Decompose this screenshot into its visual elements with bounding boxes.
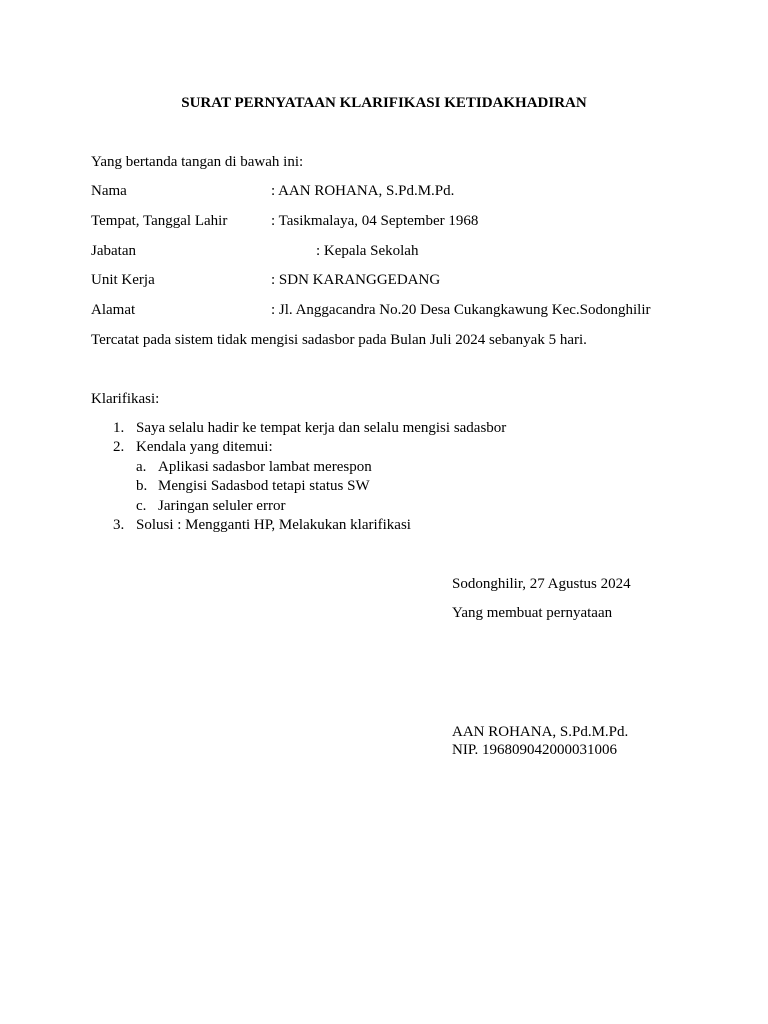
field-value-jabatan: : Kepala Sekolah bbox=[316, 243, 419, 259]
clarification-heading: Klarifikasi: bbox=[91, 391, 160, 407]
sublist-item-text: Jaringan seluler error bbox=[158, 498, 286, 514]
list-item-text: Saya selalu hadir ke tempat kerja dan selalu mengisi sadasbor bbox=[136, 420, 507, 436]
sublist-item-letter: b. bbox=[136, 478, 148, 494]
list-item-number: 1. bbox=[113, 420, 125, 436]
signer-name: AAN ROHANA, S.Pd.M.Pd. bbox=[452, 724, 629, 740]
list-item-text: Solusi : Mengganti HP, Melakukan klarifikasi bbox=[136, 517, 411, 533]
field-label-alamat: Alamat bbox=[91, 302, 136, 318]
list-item-text: Kendala yang ditemui: bbox=[136, 439, 273, 455]
field-value-unit-kerja: : SDN KARANGGEDANG bbox=[271, 272, 441, 288]
field-value-alamat: : Jl. Anggacandra No.20 Desa Cukangkawung Kec.Sodonghilir bbox=[271, 302, 651, 318]
list-item-number: 2. bbox=[113, 439, 125, 455]
sublist-item-letter: a. bbox=[136, 459, 147, 475]
field-value-ttl: : Tasikmalaya, 04 September 1968 bbox=[271, 213, 479, 229]
signer-caption: Yang membuat pernyataan bbox=[452, 605, 613, 621]
field-label-nama: Nama bbox=[91, 183, 127, 199]
field-label-jabatan: Jabatan bbox=[91, 243, 136, 259]
place-date: Sodonghilir, 27 Agustus 2024 bbox=[452, 576, 631, 592]
field-value-nama: : AAN ROHANA, S.Pd.M.Pd. bbox=[271, 183, 455, 199]
statement-text: Tercatat pada sistem tidak mengisi sadasbor pada Bulan Juli 2024 sebanyak 5 hari. bbox=[91, 332, 587, 348]
sublist-item-letter: c. bbox=[136, 498, 147, 514]
field-label-unit-kerja: Unit Kerja bbox=[91, 272, 155, 288]
sublist-item-text: Mengisi Sadasbod tetapi status SW bbox=[158, 478, 370, 494]
list-item-number: 3. bbox=[113, 517, 125, 533]
intro-text: Yang bertanda tangan di bawah ini: bbox=[91, 154, 304, 170]
sublist-item-text: Aplikasi sadasbor lambat merespon bbox=[158, 459, 372, 475]
field-label-ttl: Tempat, Tanggal Lahir bbox=[91, 213, 228, 229]
signer-nip: NIP. 196809042000031006 bbox=[452, 742, 618, 758]
document-title: SURAT PERNYATAAN KLARIFIKASI KETIDAKHADIRAN bbox=[181, 95, 587, 111]
